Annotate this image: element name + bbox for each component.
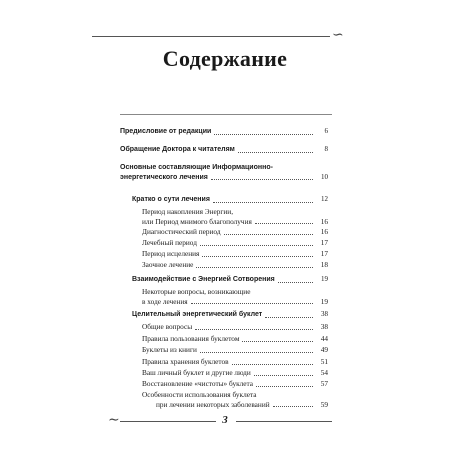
toc-entry-some-questions[interactable] [132,287,328,306]
leader-dots [238,152,313,153]
toc-entry-page: 10 [321,172,328,181]
leader-dots [232,364,313,365]
toc-entry-text: Кратко о сути лечения [132,196,210,203]
toc-entry-preface[interactable] [120,127,328,137]
toc-entry-booklets-from-book[interactable] [132,345,328,355]
leader-dots [273,406,313,407]
toc-entry-page: 54 [320,368,328,377]
toc-entry-doctor-address[interactable] [120,145,328,155]
leader-dots [196,267,313,268]
leader-dots [200,245,313,246]
toc-entry-text: Буклеты из книги [142,345,197,354]
toc-entry-page: 17 [320,249,328,258]
toc-entry-text: Период исцеления [142,249,200,258]
toc-entry-text: Общие вопросы [142,322,193,331]
toc-entry-text: Диагностический период [142,227,221,236]
toc-entry-page: 6 [324,127,328,135]
toc-entry-storage-rules[interactable] [132,357,328,367]
toc-entry-text: Восстановление «чистоты» буклета [142,379,254,388]
leader-dots [265,317,313,318]
toc-entry-page: 18 [320,260,328,269]
toc-entry-treatment-period[interactable] [132,238,328,248]
top-ornament-curl-icon: ∽ [332,28,344,43]
leader-dots [191,303,313,304]
toc-entry-healing-booklet[interactable] [132,310,328,320]
toc-entry-page: 59 [320,399,328,409]
toc-entry-text: Обращение Доктора к читателям [120,146,235,153]
leader-dots [242,341,313,342]
toc-entry-text: Особенности использования буклета [142,390,257,399]
toc-entry-text: Заочное лечение [142,260,194,269]
toc-entry-energy-accumulation[interactable] [132,207,328,226]
toc-entry-main-components[interactable] [120,163,328,182]
toc-entry-page: 51 [320,357,328,366]
leader-dots [214,134,313,135]
toc-entry-text: Период накопления Энергии, [142,207,234,216]
toc-entry-text: Предисловие от редакции [120,128,212,135]
toc-entry-text: Некоторые вопросы, возникающие [142,287,251,296]
toc-entry-diagnostic-period[interactable] [132,227,328,237]
toc-entry-text: Взаимодействие с Энергией Сотворения [132,276,275,283]
toc-entry-page: 38 [320,322,328,331]
leader-dots [255,223,313,224]
leader-dots [256,386,313,387]
toc-entry-page: 17 [320,238,328,247]
toc-entry-text: Ваш личный буклет и другие люди [142,368,251,377]
toc-entry-general-questions[interactable] [132,322,328,332]
toc-entry-personal-booklet[interactable] [132,368,328,378]
leader-dots [278,282,313,283]
leader-dots [211,179,313,180]
toc-entry-page: 19 [321,275,328,283]
toc-entry-page: 8 [324,145,328,153]
toc-entry-text-line2: энергетического лечения [120,173,208,181]
bottom-ornament-line-right [236,421,332,422]
page-number: 3 [222,414,228,426]
toc-entry-text: Основные составляющие Информационно- [120,164,273,171]
toc-entry-page: 16 [320,227,328,236]
toc-entry-brief-essence[interactable] [132,195,328,205]
toc-entry-page: 19 [320,296,328,306]
toc-entry-text: Лечебный период [142,238,197,247]
toc-entry-text-line2: или Период мнимого благополучия [142,216,252,226]
leader-dots [202,256,313,257]
toc-entry-usage-features[interactable] [132,390,328,409]
leader-dots [224,234,313,235]
toc-entry-page: 16 [320,216,328,226]
leader-dots [254,375,313,376]
top-ornament-line [92,36,330,37]
title-divider [120,114,332,115]
toc-entry-page: 57 [320,379,328,388]
toc-entry-page: 49 [320,345,328,354]
page-title: Содержание [162,46,288,71]
toc-entry-usage-rules[interactable] [132,334,328,344]
toc-entry-creation-energy[interactable] [132,275,328,285]
toc-entry-page: 44 [320,334,328,343]
toc-entry-remote-treatment[interactable] [132,260,328,270]
leader-dots [200,352,313,353]
toc-entry-text: Правила пользования буклетом [142,334,240,343]
toc-entry-page: 38 [321,310,328,318]
toc-entry-text-line2: в ходе лечения [142,296,188,306]
toc-entry-purity-restoration[interactable] [132,379,328,389]
toc-entry-page: 12 [321,195,328,203]
toc-entry-healing-period[interactable] [132,249,328,259]
toc-entry-text: Правила хранения буклетов [142,357,229,366]
toc-entry-text-line2: при лечении некоторых заболеваний [156,399,270,409]
toc-entry-text: Целительный энергетический буклет [132,311,263,318]
leader-dots [213,202,313,203]
bottom-ornament-curl-left-icon: ∼ [108,413,120,428]
leader-dots [195,329,313,330]
